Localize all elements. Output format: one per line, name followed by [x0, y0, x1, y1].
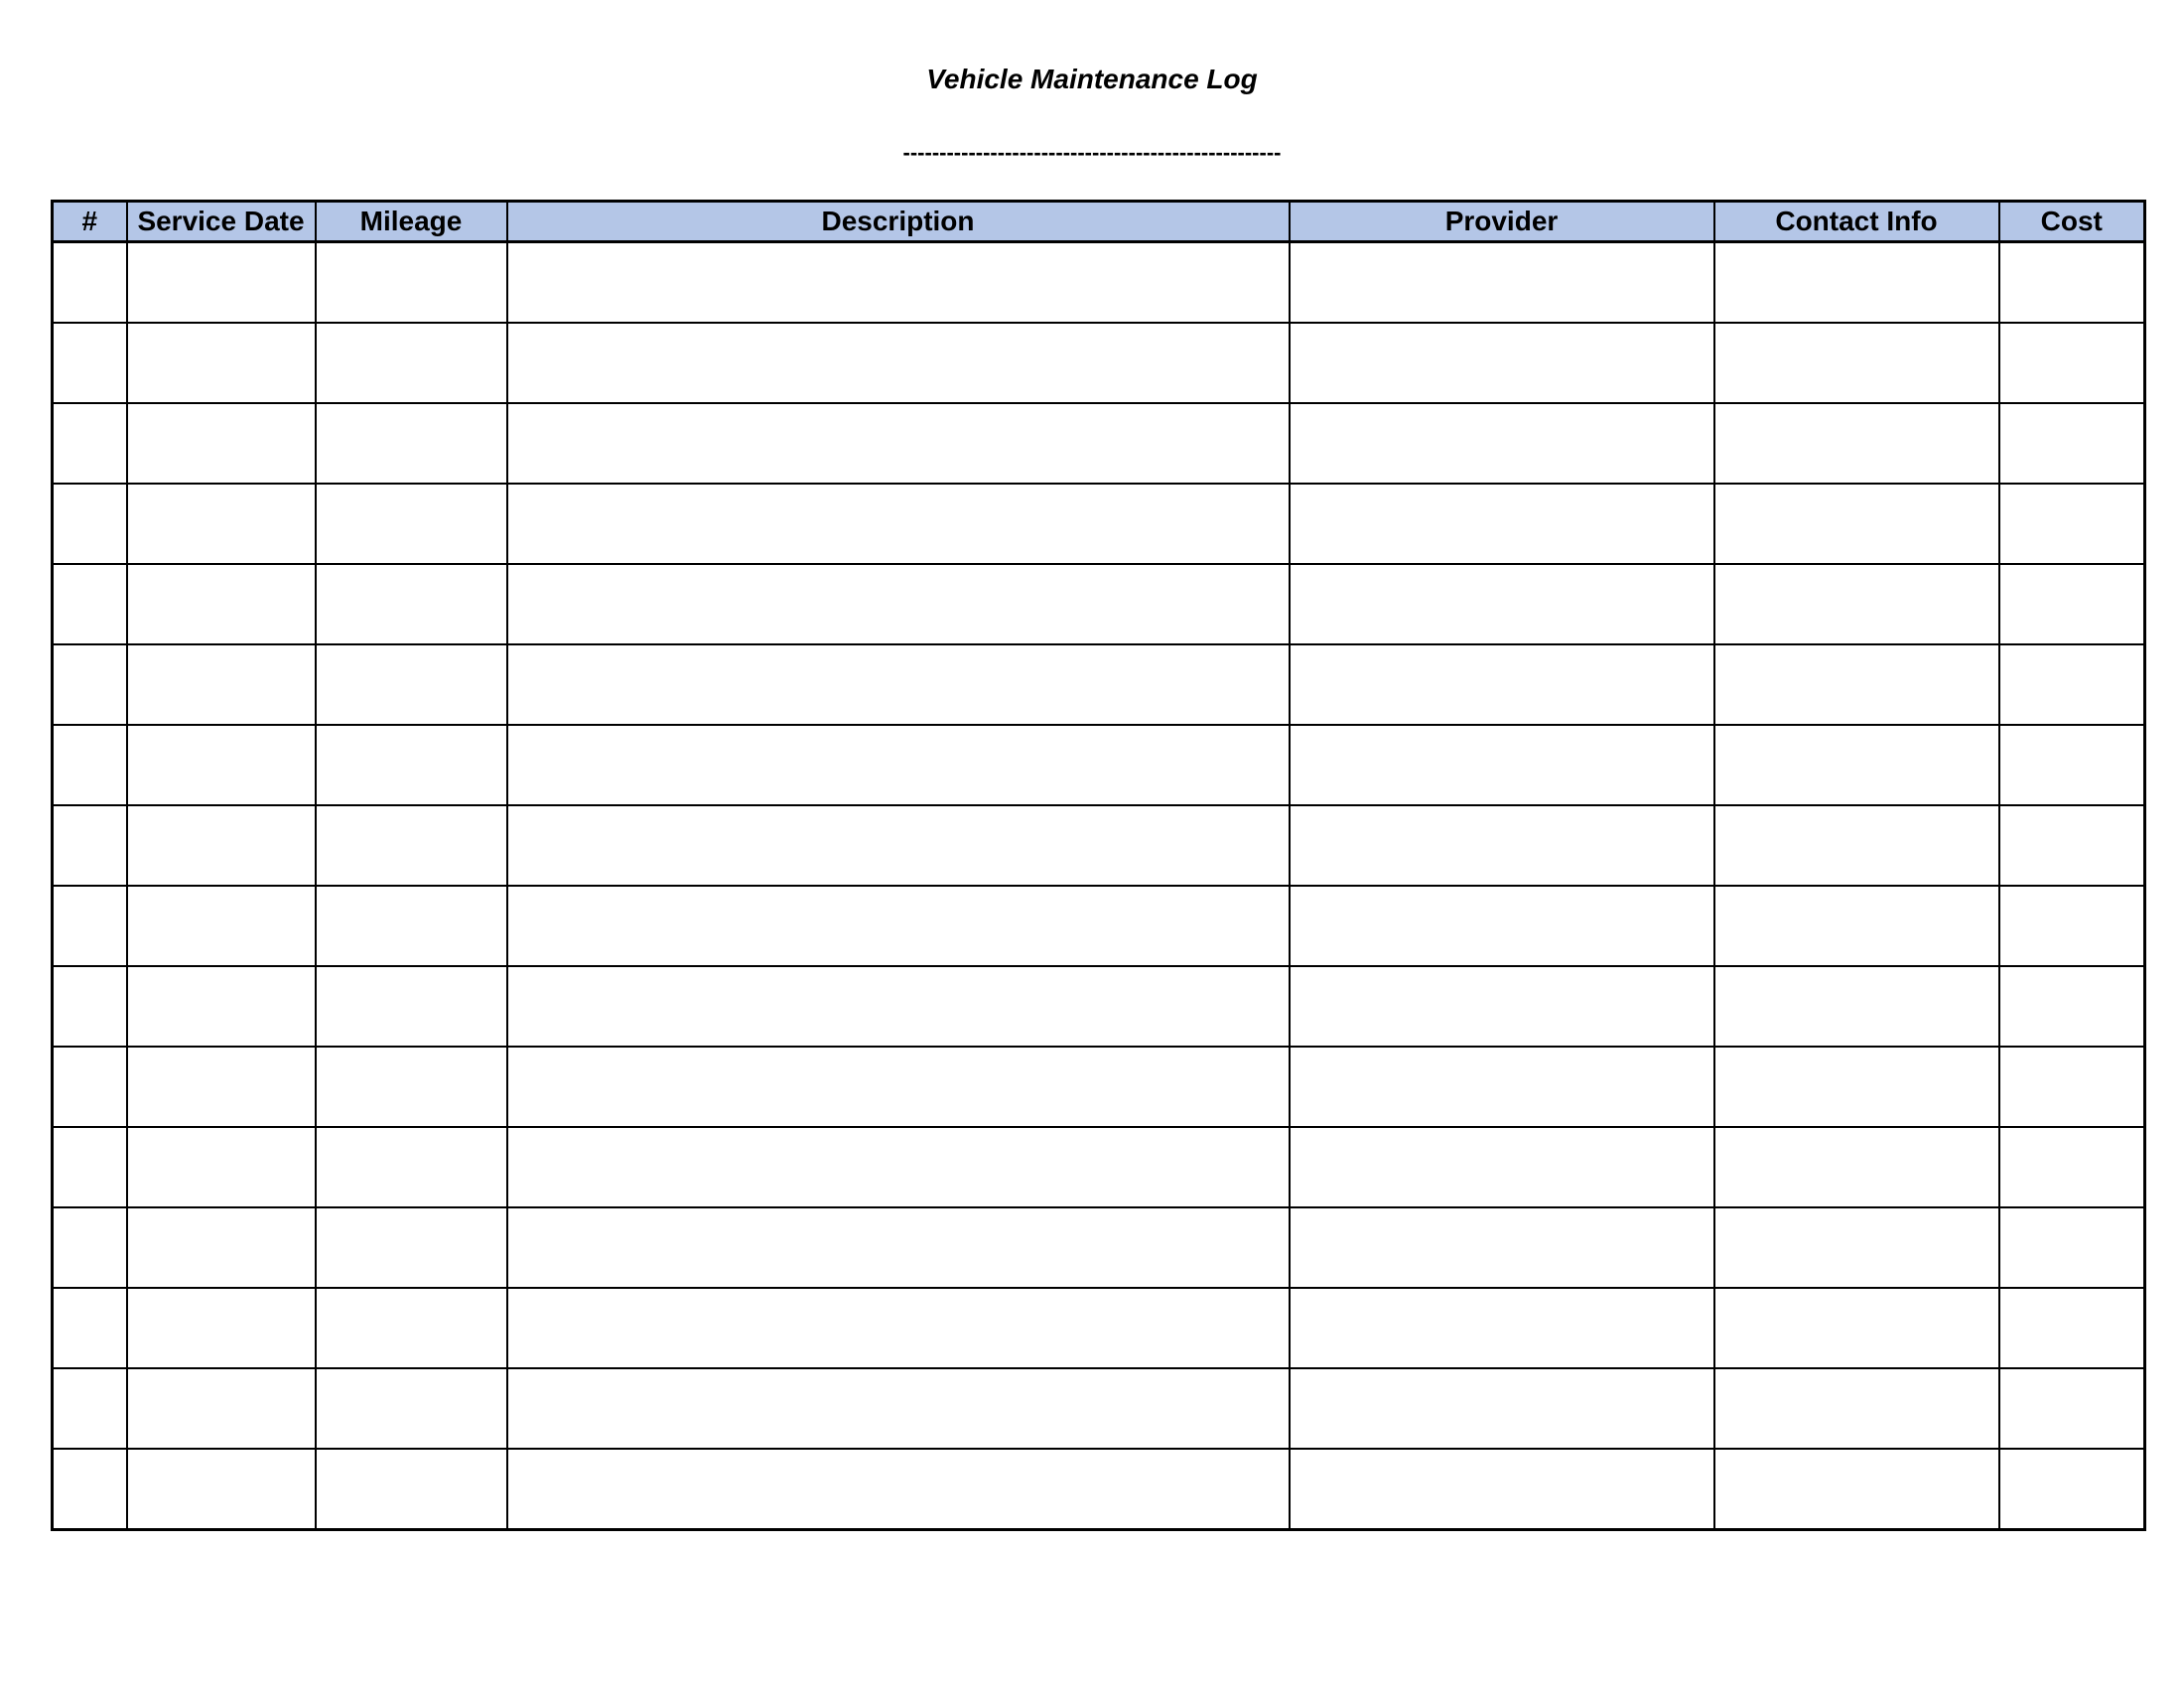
cell-service-date[interactable]: [127, 242, 316, 324]
cell-description[interactable]: [507, 323, 1290, 403]
table-row: [53, 1127, 2145, 1207]
cell-description[interactable]: [507, 886, 1290, 966]
cell-number[interactable]: [53, 564, 127, 644]
cell-contact-info[interactable]: [1714, 1368, 1999, 1449]
cell-provider[interactable]: [1290, 1047, 1714, 1127]
cell-number[interactable]: [53, 886, 127, 966]
table-row: [53, 1368, 2145, 1449]
cell-provider[interactable]: [1290, 1368, 1714, 1449]
cell-provider[interactable]: [1290, 323, 1714, 403]
cell-description[interactable]: [507, 966, 1290, 1047]
cell-mileage[interactable]: [316, 966, 507, 1047]
maintenance-log-table: [51, 200, 2146, 1531]
cell-mileage[interactable]: [316, 1047, 507, 1127]
cell-provider[interactable]: [1290, 966, 1714, 1047]
column-header-cost: Cost: [1999, 202, 2145, 242]
table-row: [53, 323, 2145, 403]
cell-mileage[interactable]: [316, 1207, 507, 1288]
table-row: [53, 725, 2145, 805]
table-row: [53, 1449, 2145, 1530]
column-header-description: Description: [507, 202, 1290, 242]
cell-service-date[interactable]: [127, 403, 316, 484]
cell-mileage[interactable]: [316, 644, 507, 725]
cell-cost[interactable]: [1999, 1288, 2145, 1368]
cell-description[interactable]: [507, 403, 1290, 484]
table-row: [53, 805, 2145, 886]
cell-provider[interactable]: [1290, 805, 1714, 886]
cell-provider[interactable]: [1290, 1449, 1714, 1530]
cell-mileage[interactable]: [316, 1127, 507, 1207]
cell-cost[interactable]: [1999, 805, 2145, 886]
cell-mileage[interactable]: [316, 403, 507, 484]
cell-contact-info[interactable]: [1714, 403, 1999, 484]
cell-service-date[interactable]: [127, 1047, 316, 1127]
cell-mileage[interactable]: [316, 1368, 507, 1449]
cell-cost[interactable]: [1999, 1368, 2145, 1449]
cell-mileage[interactable]: [316, 725, 507, 805]
cell-cost[interactable]: [1999, 564, 2145, 644]
cell-service-date[interactable]: [127, 1368, 316, 1449]
column-header-service-date: Service Date: [127, 202, 316, 242]
cell-service-date[interactable]: [127, 323, 316, 403]
cell-description[interactable]: [507, 242, 1290, 324]
cell-description[interactable]: [507, 564, 1290, 644]
cell-number[interactable]: [53, 805, 127, 886]
table-row: [53, 242, 2145, 324]
column-header-number: #: [53, 202, 127, 242]
cell-cost[interactable]: [1999, 484, 2145, 564]
cell-description[interactable]: [507, 1449, 1290, 1530]
column-header-provider: Provider: [1290, 202, 1714, 242]
cell-service-date[interactable]: [127, 1207, 316, 1288]
cell-contact-info[interactable]: [1714, 484, 1999, 564]
cell-provider[interactable]: [1290, 1207, 1714, 1288]
cell-cost[interactable]: [1999, 403, 2145, 484]
cell-description[interactable]: [507, 1127, 1290, 1207]
cell-number[interactable]: [53, 242, 127, 324]
cell-contact-info[interactable]: [1714, 966, 1999, 1047]
cell-number[interactable]: [53, 1047, 127, 1127]
table-row: [53, 644, 2145, 725]
table-row: [53, 484, 2145, 564]
cell-provider[interactable]: [1290, 886, 1714, 966]
cell-mileage[interactable]: [316, 484, 507, 564]
cell-contact-info[interactable]: [1714, 1047, 1999, 1127]
cell-number[interactable]: [53, 725, 127, 805]
cell-provider[interactable]: [1290, 644, 1714, 725]
cell-service-date[interactable]: [127, 564, 316, 644]
cell-description[interactable]: [507, 1288, 1290, 1368]
cell-contact-info[interactable]: [1714, 1207, 1999, 1288]
cell-service-date[interactable]: [127, 805, 316, 886]
cell-mileage[interactable]: [316, 1288, 507, 1368]
cell-description[interactable]: [507, 1047, 1290, 1127]
table-row: [53, 1047, 2145, 1127]
title-underline: ----------------------------------------------------: [902, 140, 1282, 165]
cell-service-date[interactable]: [127, 966, 316, 1047]
cell-cost[interactable]: [1999, 242, 2145, 324]
cell-service-date[interactable]: [127, 1449, 316, 1530]
cell-contact-info[interactable]: [1714, 1449, 1999, 1530]
cell-contact-info[interactable]: [1714, 242, 1999, 324]
cell-mileage[interactable]: [316, 1449, 507, 1530]
table-row: [53, 1288, 2145, 1368]
table-row: [53, 966, 2145, 1047]
cell-description[interactable]: [507, 1368, 1290, 1449]
cell-number[interactable]: [53, 1368, 127, 1449]
cell-provider[interactable]: [1290, 1288, 1714, 1368]
cell-description[interactable]: [507, 725, 1290, 805]
cell-description[interactable]: [507, 484, 1290, 564]
cell-cost[interactable]: [1999, 966, 2145, 1047]
cell-number[interactable]: [53, 966, 127, 1047]
cell-cost[interactable]: [1999, 1047, 2145, 1127]
cell-contact-info[interactable]: [1714, 805, 1999, 886]
cell-contact-info[interactable]: [1714, 1288, 1999, 1368]
cell-cost[interactable]: [1999, 886, 2145, 966]
cell-description[interactable]: [507, 644, 1290, 725]
cell-service-date[interactable]: [127, 1288, 316, 1368]
cell-provider[interactable]: [1290, 403, 1714, 484]
table-row: [53, 1207, 2145, 1288]
cell-cost[interactable]: [1999, 725, 2145, 805]
cell-provider[interactable]: [1290, 564, 1714, 644]
cell-mileage[interactable]: [316, 323, 507, 403]
cell-provider[interactable]: [1290, 1127, 1714, 1207]
cell-contact-info[interactable]: [1714, 644, 1999, 725]
cell-cost[interactable]: [1999, 1449, 2145, 1530]
cell-mileage[interactable]: [316, 564, 507, 644]
cell-contact-info[interactable]: [1714, 1127, 1999, 1207]
cell-service-date[interactable]: [127, 1127, 316, 1207]
table-row: [53, 403, 2145, 484]
cell-description[interactable]: [507, 805, 1290, 886]
cell-cost[interactable]: [1999, 323, 2145, 403]
column-header-mileage: Mileage: [316, 202, 507, 242]
cell-service-date[interactable]: [127, 644, 316, 725]
cell-mileage[interactable]: [316, 242, 507, 324]
cell-number[interactable]: [53, 644, 127, 725]
table-row: [53, 886, 2145, 966]
cell-contact-info[interactable]: [1714, 323, 1999, 403]
cell-number[interactable]: [53, 403, 127, 484]
cell-contact-info[interactable]: [1714, 564, 1999, 644]
cell-mileage[interactable]: [316, 805, 507, 886]
column-header-contact-info: Contact Info: [1714, 202, 1999, 242]
cell-mileage[interactable]: [316, 886, 507, 966]
cell-number[interactable]: [53, 1288, 127, 1368]
table-body: [53, 242, 2145, 1530]
cell-service-date[interactable]: [127, 725, 316, 805]
cell-description[interactable]: [507, 1207, 1290, 1288]
cell-number[interactable]: [53, 1207, 127, 1288]
table-header: [53, 202, 2145, 242]
cell-service-date[interactable]: [127, 886, 316, 966]
header-row: [53, 202, 2145, 242]
cell-cost[interactable]: [1999, 644, 2145, 725]
cell-provider[interactable]: [1290, 725, 1714, 805]
cell-cost[interactable]: [1999, 1207, 2145, 1288]
cell-number[interactable]: [53, 484, 127, 564]
cell-contact-info[interactable]: [1714, 725, 1999, 805]
page-title: Vehicle Maintenance Log: [926, 64, 1258, 94]
cell-number[interactable]: [53, 1449, 127, 1530]
cell-provider[interactable]: [1290, 242, 1714, 324]
cell-number[interactable]: [53, 323, 127, 403]
cell-cost[interactable]: [1999, 1127, 2145, 1207]
cell-service-date[interactable]: [127, 484, 316, 564]
cell-contact-info[interactable]: [1714, 886, 1999, 966]
cell-number[interactable]: [53, 1127, 127, 1207]
cell-provider[interactable]: [1290, 484, 1714, 564]
table-row: [53, 564, 2145, 644]
